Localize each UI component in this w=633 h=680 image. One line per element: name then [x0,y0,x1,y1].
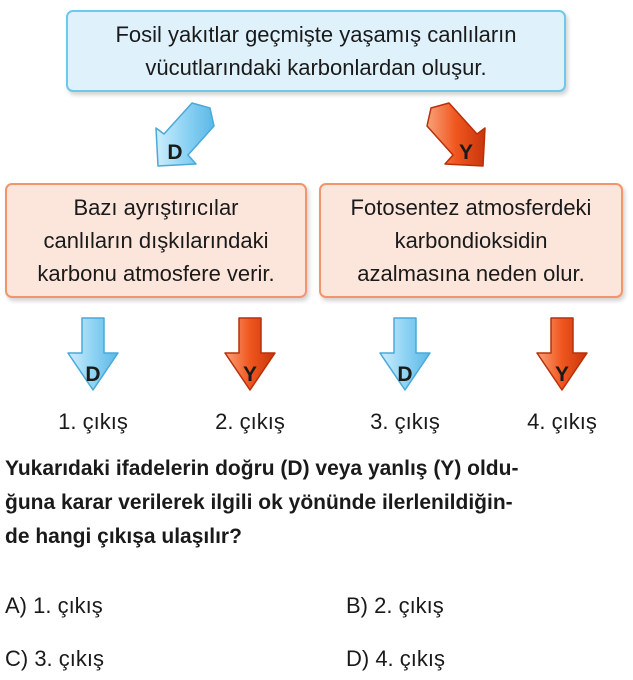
arrow-exit3-d [376,315,434,393]
statement-left-line3: karbonu atmosfere verir. [37,261,275,286]
question-line1: Yukarıdaki ifadelerin doğru (D) veya yanlış (Y) oldu- [5,457,519,480]
arrow-top-left-d [148,100,218,172]
arrow-exit2-label: Y [242,363,258,386]
statement-left-line1: Bazı ayrıştırıcılar [73,195,239,220]
arrow-exit4-label: Y [554,363,570,386]
arrow-top-right-label: Y [458,141,474,164]
statement-left-line2: canlıların dışkılarındaki [43,228,269,253]
exit-4-label: 4. çıkış [527,409,597,434]
exit-3-label: 3. çıkış [370,409,440,434]
arrow-exit1-label: D [85,363,101,386]
statement-right-line2: karbondioksidin [394,228,548,253]
statement-box-right [319,183,623,298]
option-a[interactable]: A) 1. çıkış [5,593,103,618]
statement-top-line2: vücutlarındaki karbonlardan oluşur. [145,55,487,80]
option-d[interactable]: D) 4. çıkış [346,646,446,671]
statement-right-line3: azalmasına neden olur. [357,261,585,286]
statement-right-line1: Fotosentez atmosferdeki [350,195,592,220]
arrow-exit1-d [64,315,122,393]
arrow-top-right-y [423,100,493,172]
statement-box-left [5,183,307,298]
exit-2-label: 2. çıkış [215,409,285,434]
arrow-exit4-y [533,315,591,393]
question-text [5,452,627,554]
option-c[interactable]: C) 3. çıkış [5,646,105,671]
question-line3: de hangi çıkışa ulaşılır? [5,525,242,548]
option-b[interactable]: B) 2. çıkış [346,593,444,618]
arrow-exit2-y [221,315,279,393]
question-line2: ğuna karar verilerek ilgili ok yönünde ilerlenildiğin- [5,491,513,514]
statement-box-top [66,10,566,92]
arrow-exit3-label: D [397,363,413,386]
statement-top-line1: Fosil yakıtlar geçmişte yaşamış canlıların [115,22,517,47]
arrow-top-left-label: D [167,141,183,164]
exit-1-label: 1. çıkış [58,409,128,434]
